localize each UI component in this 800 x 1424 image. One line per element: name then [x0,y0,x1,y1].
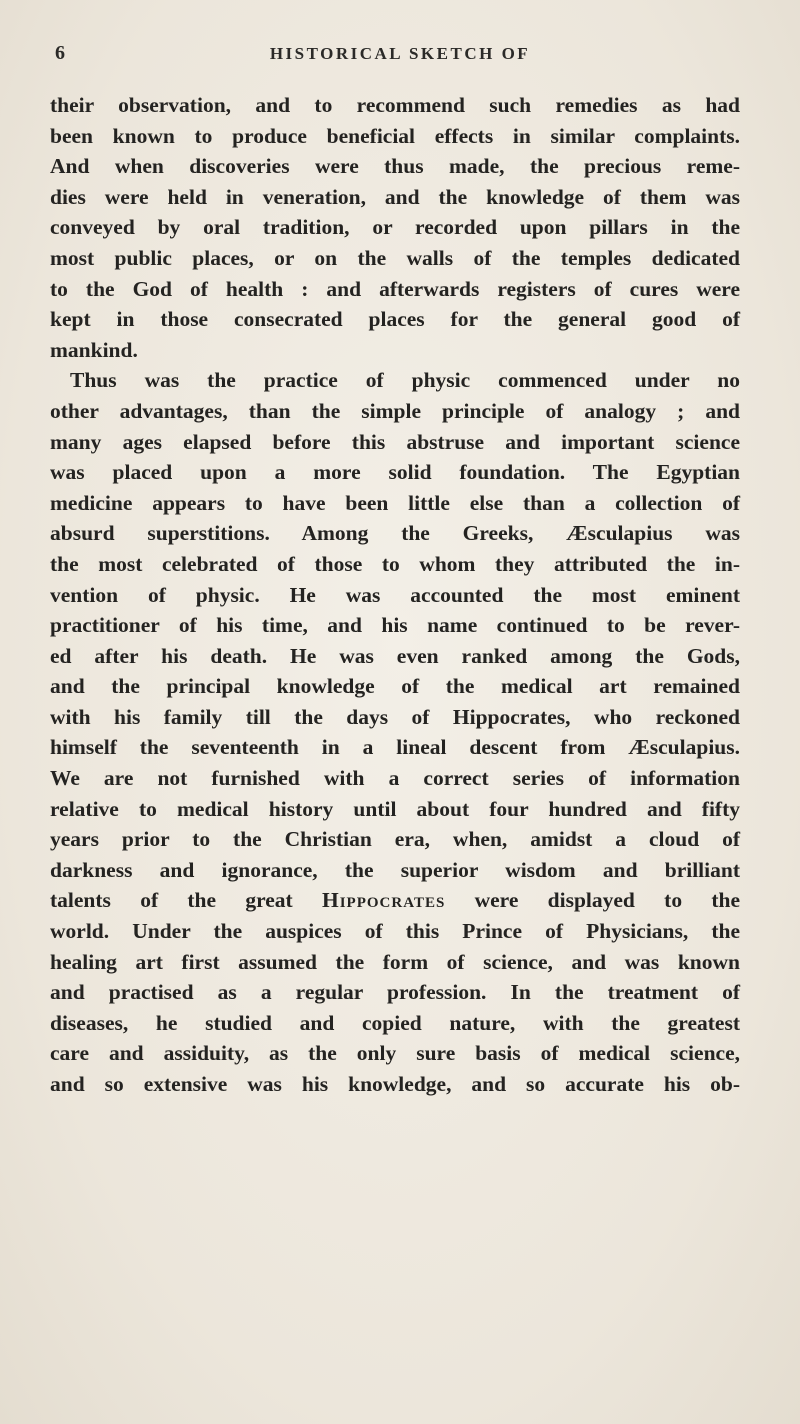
paragraph-1 [50,90,740,365]
text-line-with-name [50,885,740,916]
text-line: dies were held in veneration, and the knowledge of them was [50,184,740,209]
text-line: We are not furnished with a correct series of information [50,766,740,791]
text-line: care and assiduity, as the only sure basis of medical science, [50,1041,740,1066]
body-text [50,90,740,1100]
text-line: himself the seventeenth in a lineal descent from Æsculapius. [50,735,740,760]
text-line: and so extensive was his knowledge, and so accurate his ob- [50,1072,740,1096]
text-line: conveyed by oral tradition, or recorded upon pillars in the [50,215,740,240]
text-line: Thus was the practice of physic commenced under no [70,368,740,393]
text-line: medicine appears to have been little else than a collection of [50,490,740,515]
text-line: practitioner of his time, and his name continued to be rever- [50,613,740,638]
text-line: And when discoveries were thus made, the precious reme- [50,154,740,179]
text-line: been known to produce beneficial effects in similar complaints. [50,123,740,148]
text-line: most public places, or on the walls of the temples dedicated [50,245,740,270]
text-line: many ages elapsed before this abstruse and important science [50,429,740,454]
text-line: and practised as a regular profession. In the treatment of [50,980,740,1005]
page-header [0,40,800,76]
running-head: HISTORICAL SKETCH OF [269,44,531,63]
text-line: to the God of health : and afterwards registers of cures were [50,276,740,301]
paragraph-2 [50,365,740,1099]
text-line: kept in those consecrated places for the general good of [50,307,740,332]
text-line: vention of physic. He was accounted the most eminent [50,582,740,607]
text-line: and the principal knowledge of the medical art remained [50,674,740,699]
text-line: their observation, and to recommend such remedies as had [50,93,740,117]
text-fragment: talents of the great [50,888,293,913]
text-fragment: were displayed to the [474,888,741,913]
text-line: with his family till the days of Hippocrates, who reckoned [50,704,740,729]
page-number: 6 [55,42,65,64]
text-line: mankind. [50,337,138,362]
text-line: was placed upon a more solid foundation. The Egyptian [50,460,740,485]
text-line: ed after his death. He was even ranked among the Gods, [50,643,740,668]
text-line: years prior to the Christian era, when, amidst a cloud of [50,827,740,852]
text-line: the most celebrated of those to whom they attributed the in- [50,551,740,576]
text-line: diseases, he studied and copied nature, with the greatest [50,1010,740,1035]
text-line: relative to medical history until about four hundred and fifty [50,796,740,821]
hippocrates-name: Hippocrates [322,888,446,913]
text-line: darkness and ignorance, the superior wisdom and brilliant [50,857,740,882]
text-line: other advantages, than the simple principle of analogy ; and [50,398,740,423]
text-line: healing art first assumed the form of science, and was known [50,949,740,974]
text-line: absurd superstitions. Among the Greeks, Æsculapius was [50,521,740,546]
text-line: world. Under the auspices of this Prince of Physicians, the [50,919,740,944]
